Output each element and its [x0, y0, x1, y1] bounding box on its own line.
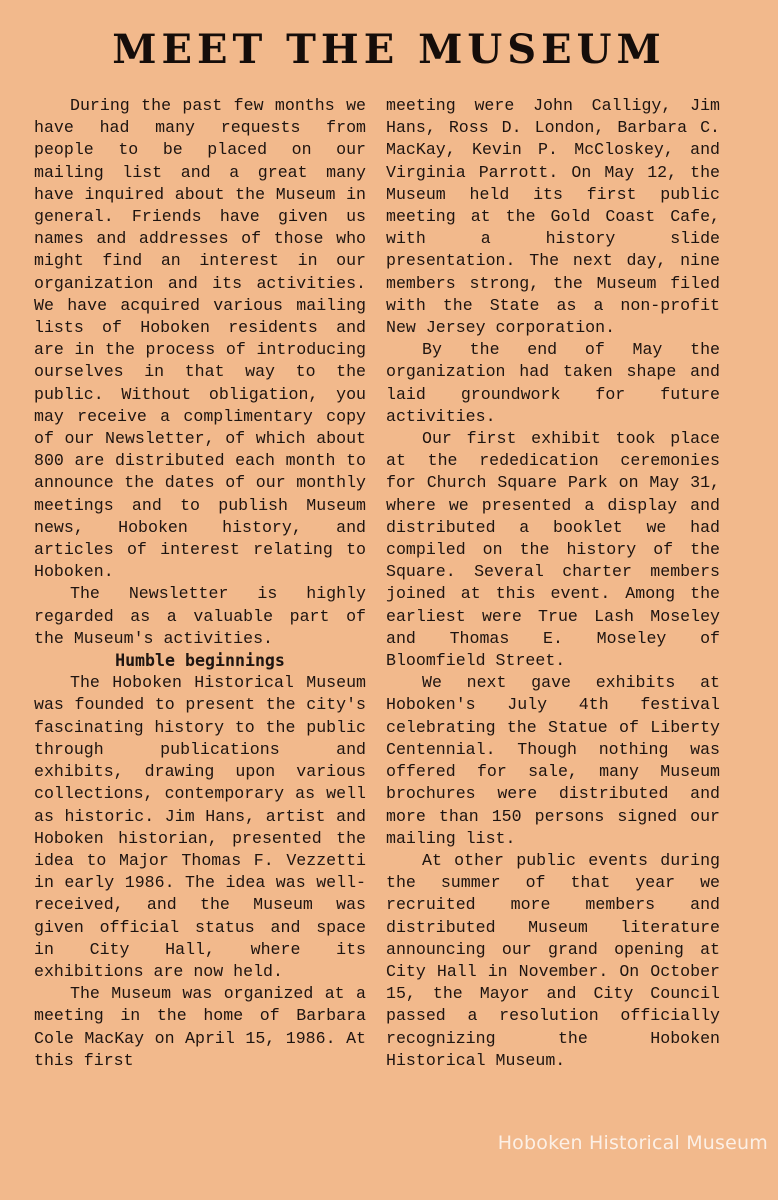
right-column	[386, 95, 720, 1072]
founding-paragraph: The Hoboken Historical Museum was founded to present the city's fascinating history to the public through publications and exhibits, drawing upon various collections, contemporary as well as historic. Jim Hans, artist and Hoboken historian, presented the idea to Major Thomas F. Vezzetti in early 1986. The idea was well-received, and the Museum was given official status and space in City Hall, where its exhibitions are now held.	[34, 673, 366, 981]
newsletter-paragraph: The Newsletter is highly regarded as a valuable part of the Museum's activities.	[34, 584, 366, 648]
left-column	[34, 95, 366, 1072]
page-title: MEET THE MUSEUM	[112, 26, 666, 73]
section-heading: Humble beginnings	[115, 651, 285, 671]
watermark: Hoboken Historical Museum	[497, 1132, 768, 1154]
intro-paragraph: During the past few months we have had many requests from people to be placed on our mailing list and a great many have inquired about the Museum in general. Friends have given us names and addresses of those who might find an interest in our organization and its activities. We have acquired various mailing lists of Hoboken residents and are in the process of introducing ourselves in that way to the public. Without obligation, you may receive a complimentary copy of our Newsletter, of which about 800 are distributed each month to announce the dates of our monthly meetings and to publish Museum news, Hoboken history, and articles of interest relating to Hoboken.	[34, 96, 366, 582]
first-meeting-paragraph: meeting were John Calligy, Jim Hans, Ross D. London, Barbara C. MacKay, Kevin P. McCloskey, and Virginia Parrott. On May 12, the Museum held its first public meeting at the Gold Coast Cafe, with a history slide presentation. The next day, nine members strong, the Museum filed with the State as a non-profit New Jersey corporation.	[386, 96, 720, 338]
end-of-may-paragraph: By the end of May the organization had taken shape and laid groundwork for future activities.	[386, 340, 720, 426]
public-events-paragraph: At other public events during the summer of that year we recruited more members and distributed Museum literature announcing our grand opening at City Hall in November. On October 15, the Mayor and City Council passed a resolution officially recognizing the Hoboken Historical Museum.	[386, 850, 720, 1070]
organized-paragraph: The Museum was organized at a meeting in the home of Barbara Cole MacKay on April 15, 1986. At this first	[34, 984, 366, 1070]
first-exhibit-paragraph: Our first exhibit took place at the rededication ceremonies for Church Square Park on May 31, where we presented a display and distributed a booklet we had compiled on the history of the Square. Several charter members joined at this event. Among the earliest were True Lash Moseley and Thomas E. Moseley of Bloomfield Street.	[386, 429, 720, 671]
july-exhibit-paragraph: We next gave exhibits at Hoboken's July 4th festival celebrating the Statue of Liberty Centennial. Though nothing was offered for sale, many Museum brochures were distributed and more than 150 persons signed our mailing list.	[386, 673, 720, 848]
